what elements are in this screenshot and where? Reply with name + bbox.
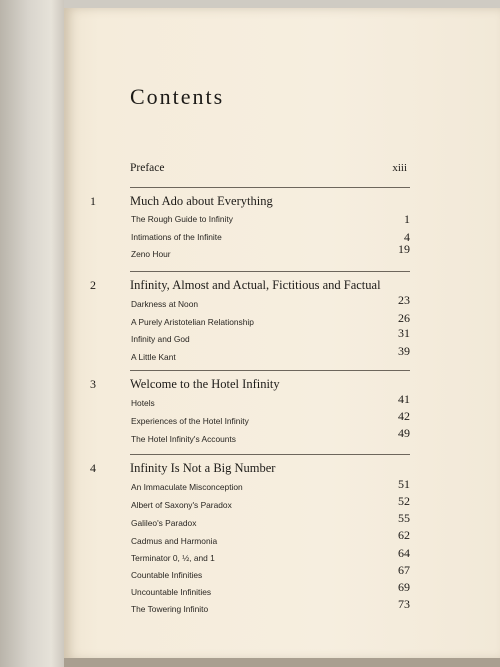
section-page-number: 55	[398, 511, 410, 525]
chapter-divider	[130, 187, 410, 188]
preface-label: Preface	[130, 162, 165, 174]
chapter-divider	[130, 271, 410, 272]
page-bottom-edge	[64, 658, 500, 667]
section-page-number: 64	[398, 546, 410, 560]
section-page-number: 52	[398, 494, 410, 508]
chapter-number: 4	[90, 461, 96, 475]
section-page-number: 49	[398, 426, 410, 440]
chapter-title: Infinity, Almost and Actual, Fictitious and Factual	[130, 278, 381, 292]
section-page-number: 51	[398, 477, 410, 491]
section-title: Cadmus and Harmonia	[131, 536, 218, 546]
section-title: Galileo's Paradox	[131, 518, 197, 528]
section-title: Hotels	[131, 398, 155, 408]
section-title: Countable Infinities	[131, 570, 203, 580]
page-title: Contents	[130, 84, 225, 109]
section-title: Intimations of the Infinite	[131, 232, 222, 242]
section-page-number: 1	[404, 212, 410, 226]
section-title: Terminator 0, ½, and 1	[131, 553, 215, 563]
preface-page: xiii	[392, 162, 407, 174]
section-title: The Towering Infinito	[131, 604, 209, 614]
section-page-number: 31	[398, 326, 410, 340]
section-title: The Rough Guide to Infinity	[131, 214, 233, 224]
section-title: A Little Kant	[131, 352, 176, 362]
facing-page-edge	[0, 0, 64, 667]
chapter-title: Infinity Is Not a Big Number	[130, 461, 276, 475]
section-page-number: 69	[398, 580, 410, 594]
section-title: A Purely Aristotelian Relationship	[131, 317, 254, 327]
section-page-number: 42	[398, 409, 410, 423]
chapter-divider	[130, 370, 410, 371]
chapter-number: 3	[90, 377, 96, 391]
section-page-number: 4	[404, 230, 410, 244]
section-title: Uncountable Infinities	[131, 587, 212, 597]
section-title: The Hotel Infinity's Accounts	[131, 434, 236, 444]
section-title: An Immaculate Misconception	[131, 482, 243, 492]
section-title: Darkness at Noon	[131, 299, 199, 309]
chapter-title: Welcome to the Hotel Infinity	[130, 377, 280, 391]
chapter-divider	[130, 454, 410, 455]
section-title: Experiences of the Hotel Infinity	[131, 416, 249, 426]
section-page-number: 73	[398, 597, 410, 611]
section-page-number: 67	[398, 563, 410, 577]
section-page-number: 26	[398, 311, 410, 325]
section-page-number: 39	[398, 344, 410, 358]
chapter-number: 1	[90, 194, 96, 208]
section-page-number: 41	[398, 392, 410, 406]
section-title: Albert of Saxony's Paradox	[131, 500, 232, 510]
section-page-number: 23	[398, 293, 410, 307]
section-page-number: 62	[398, 528, 410, 542]
section-page-number: 19	[398, 242, 410, 256]
section-title: Zeno Hour	[131, 249, 171, 259]
section-title: Infinity and God	[131, 334, 190, 344]
chapter-number: 2	[90, 278, 96, 292]
chapter-title: Much Ado about Everything	[130, 194, 273, 208]
